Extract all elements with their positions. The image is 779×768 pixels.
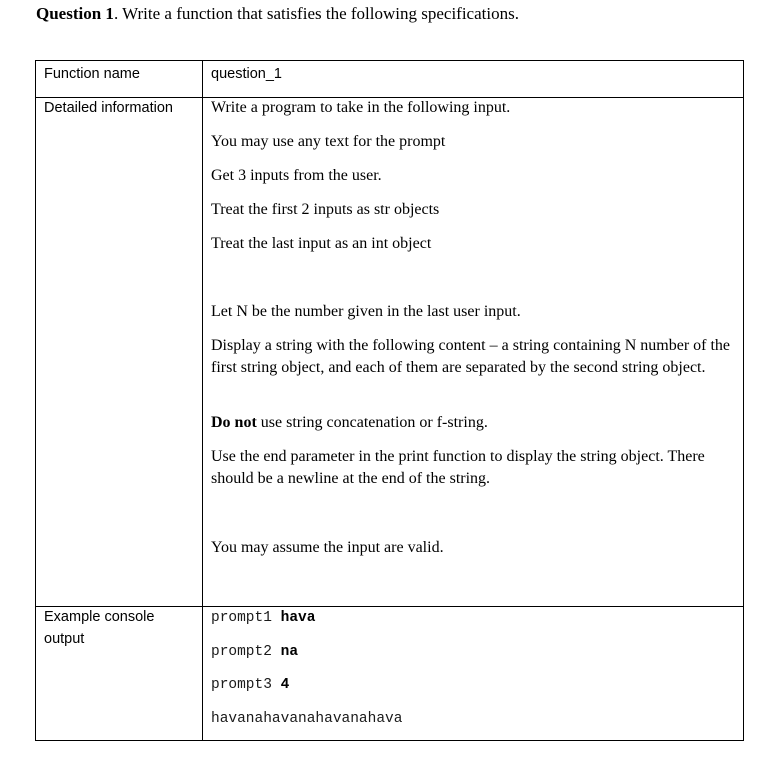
console-line xyxy=(211,608,315,628)
info-paragraph-do-not xyxy=(211,412,736,434)
specification-table xyxy=(35,60,744,741)
console-user-input: hava xyxy=(280,610,316,626)
function-name-label: Function name xyxy=(44,66,140,82)
console-line xyxy=(211,642,298,662)
console-prompt: prompt1 xyxy=(211,610,281,626)
example-console-output-label: Example console output xyxy=(44,609,155,647)
question-text: . Write a function that satisfies the following specifications. xyxy=(113,4,519,23)
info-paragraph: You may assume the input are valid. xyxy=(211,539,444,556)
info-paragraph: Get 3 inputs from the user. xyxy=(211,167,382,184)
info-paragraph: Use the end parameter in the print function to display the string object. There should be a newline at the end of the string. xyxy=(211,448,705,487)
info-paragraph: Write a program to take in the following input. xyxy=(211,99,511,116)
console-user-input: na xyxy=(280,644,299,660)
question-heading xyxy=(36,4,519,24)
function-name-value: question_1 xyxy=(211,66,282,82)
info-paragraph: You may use any text for the prompt xyxy=(211,133,446,150)
detailed-information-row xyxy=(36,97,743,607)
info-paragraph: Treat the first 2 inputs as str objects xyxy=(211,201,440,218)
column-divider xyxy=(202,97,203,606)
example-console-output-row xyxy=(36,606,743,741)
info-paragraph: Let N be the number given in the last user input. xyxy=(211,303,521,320)
column-divider xyxy=(202,61,203,97)
function-name-row xyxy=(36,61,743,98)
console-prompt: prompt2 xyxy=(211,644,281,660)
console-prompt: prompt3 xyxy=(211,677,281,693)
info-paragraph: use string concatenation or f-string. xyxy=(260,414,488,431)
info-paragraph: Display a string with the following content – a string containing N number of the first string object, and each of them are separated by the second string object. xyxy=(211,337,731,376)
console-output-line: havanahavanahavanahava xyxy=(211,711,403,727)
console-user-input: 4 xyxy=(280,677,290,693)
info-paragraph: Treat the last input as an int object xyxy=(211,235,432,252)
column-divider xyxy=(202,606,203,741)
question-number: Question 1 xyxy=(36,4,114,23)
console-line xyxy=(211,675,289,695)
bold-prefix: Do not xyxy=(211,414,257,431)
detailed-information-label: Detailed information xyxy=(44,100,173,116)
